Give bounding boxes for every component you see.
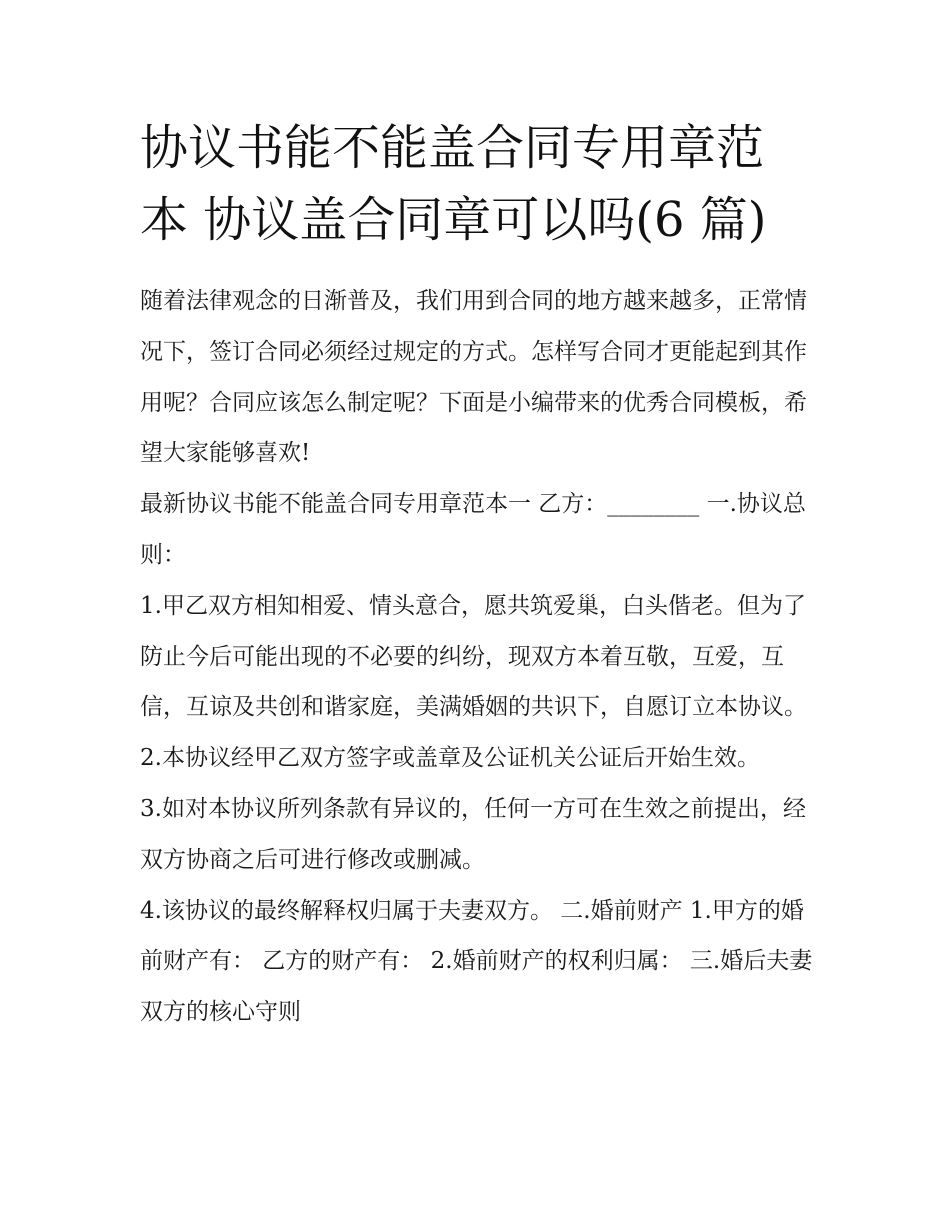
document-body — [140, 276, 816, 1038]
clause-1-paragraph: 1.甲乙双方相知相爱、情头意合，愿共筑爱巢，白头偕老。但为了防止今后可能出现的不必要的纠纷，现双方本着互敬，互爱，互信，互谅及共创和谐家庭，美满婚姻的共识下，自愿订立本协议。 — [140, 592, 807, 721]
clause-4-paragraph: 4.该协议的最终解释权归属于夫妻双方。 二.婚前财产 1.甲方的婚前财产有： 乙方的财产有： 2.婚前财产的权利归属： 三.婚后夫妻双方的核心守则 — [140, 897, 813, 1026]
document-title — [140, 112, 820, 256]
section-heading-paragraph: 最新协议书能不能盖合同专用章范本一 乙方：________ 一.协议总则： — [140, 491, 806, 568]
title-line-1: 协议书能不能盖合同专用章范 — [140, 120, 765, 176]
clause-2-paragraph: 2.本协议经甲乙双方签字或盖章及公证机关公证后开始生效。 — [140, 745, 760, 772]
clause-3-paragraph: 3.如对本协议所列条款有异议的，任何一方可在生效之前提出，经双方协商之后可进行修改或删减。 — [140, 795, 806, 873]
intro-paragraph: 随着法律观念的日渐普及，我们用到合同的地方越来越多，正常情况下，签订合同必须经过规定的方式。怎样写合同才更能起到其作用呢？合同应该怎么制定呢？下面是小编带来的优秀合同模板，希望大家能够喜欢! — [140, 288, 807, 467]
title-line-2: 本 协议盖合同章可以吗(6 篇) — [140, 192, 767, 248]
